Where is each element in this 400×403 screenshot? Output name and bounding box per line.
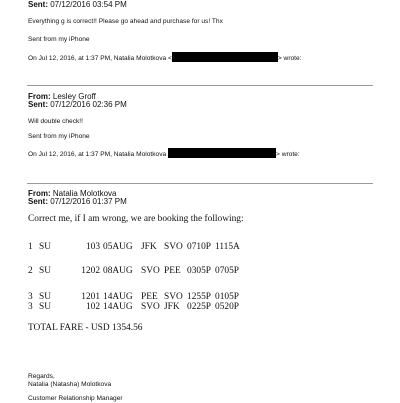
- flight-date: 08AUG: [103, 266, 133, 276]
- origin: SVO: [141, 302, 160, 312]
- segment: 2: [28, 266, 33, 276]
- airline: SU: [39, 266, 51, 276]
- flight-number: 103: [85, 242, 100, 252]
- origin: PEE: [141, 292, 158, 302]
- departure-time: 0225P: [187, 302, 211, 312]
- message3-sent-line: [28, 197, 127, 206]
- message2-signature: Sent from my iPhone: [28, 133, 90, 140]
- arrival-time: 0705P: [215, 266, 239, 276]
- total-fare: TOTAL FARE - USD 1354.56: [28, 323, 143, 333]
- segment: 3: [28, 292, 33, 302]
- message1-quote-line: [28, 52, 302, 63]
- arrival-time: 0520P: [215, 302, 239, 312]
- from-label: From:: [28, 92, 51, 101]
- flight-date: 14AUG: [103, 292, 133, 302]
- sent-label: Sent:: [28, 100, 48, 109]
- message-divider: [27, 85, 373, 86]
- from-label: From:: [28, 189, 51, 198]
- departure-time: 0305P: [187, 266, 211, 276]
- departure-time: 1255P: [187, 292, 211, 302]
- from-value: Lesley Groff: [52, 92, 96, 101]
- sent-value: 07/12/2016 01:37 PM: [50, 197, 127, 206]
- closing: Regards,: [28, 373, 55, 380]
- signer-title: Customer Relationship Manager: [28, 395, 123, 402]
- sent-value: 07/12/2016 03:54 PM: [50, 0, 127, 9]
- destination: PEE: [164, 266, 181, 276]
- quote-prefix: On Jul 12, 2016, at 1:37 PM, Natalia Molotkova: [28, 151, 167, 158]
- flight-date: 05AUG: [103, 242, 133, 252]
- quote-suffix: > wrote:: [277, 55, 302, 62]
- sent-value: 07/12/2016 02:36 PM: [50, 100, 127, 109]
- segment: 1: [28, 242, 33, 252]
- destination: SVO: [164, 292, 183, 302]
- message2-quote-line: [28, 148, 300, 159]
- origin: JFK: [141, 242, 157, 252]
- message2-body: Will double check!!: [28, 118, 83, 125]
- arrival-time: 1115A: [215, 242, 240, 252]
- message1-signature: Sent from my iPhone: [28, 36, 90, 43]
- signer-name: Natalia (Natasha) Molotkova: [28, 381, 112, 388]
- quote-prefix: On Jul 12, 2016, at 1:37 PM, Natalia Molotkova <: [28, 55, 172, 62]
- redaction-block: [168, 148, 276, 158]
- origin: SVO: [141, 266, 160, 276]
- message1-body: Everything g is correct!! Please go ahead and purchase for us! Thx: [28, 18, 223, 25]
- redaction-block: [172, 52, 278, 62]
- destination: SVO: [164, 242, 183, 252]
- sent-label: Sent:: [28, 197, 48, 206]
- message2-sent-line: [28, 100, 127, 109]
- destination: JFK: [164, 302, 180, 312]
- message1-sent-line: [28, 0, 127, 9]
- booking-intro: Correct me, if I am wrong, we are booking the following:: [28, 214, 244, 224]
- flight-number: 1202: [81, 266, 100, 276]
- sent-label: Sent:: [28, 0, 48, 9]
- airline: SU: [39, 302, 51, 312]
- flight-number: 1201: [81, 292, 100, 302]
- airline: SU: [39, 242, 51, 252]
- message-divider: [27, 183, 373, 184]
- segment: 3: [28, 302, 33, 312]
- flight-date: 14AUG: [103, 302, 133, 312]
- arrival-time: 0105P: [215, 292, 239, 302]
- departure-time: 0710P: [187, 242, 211, 252]
- quote-suffix: > wrote:: [276, 151, 300, 158]
- flight-number: 102: [85, 302, 100, 312]
- airline: SU: [39, 292, 51, 302]
- from-value: Natalia Molotkova: [52, 189, 117, 198]
